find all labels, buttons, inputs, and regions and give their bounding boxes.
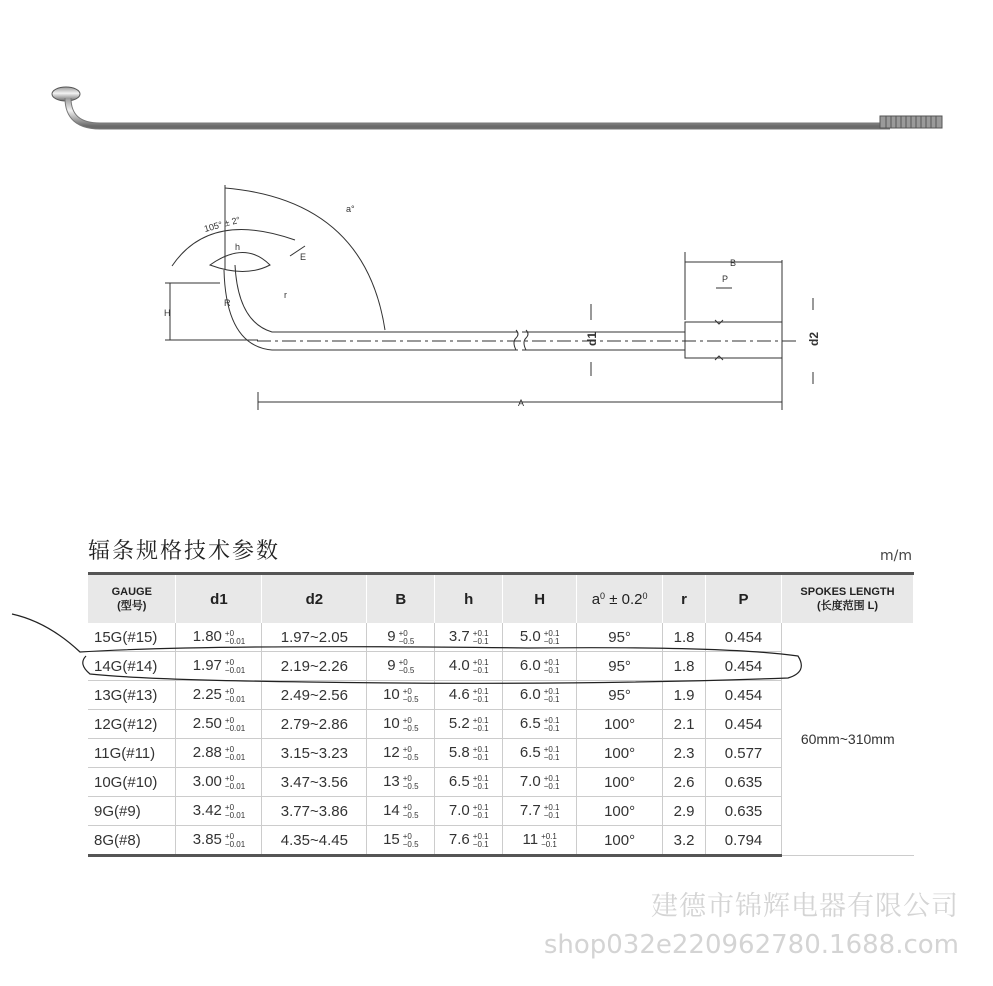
cell-r: 2.1 [663, 710, 706, 739]
cell-gauge: 14G(#14) [88, 652, 176, 681]
cell-big-h: 7.7 +0.1 −0.1 [503, 797, 577, 826]
header-angle: $a^0 \pm 0.2^0$ [577, 574, 663, 624]
cell-angle: 95° [577, 681, 663, 710]
a-angle-label: a° [346, 204, 355, 214]
a-length-label: A [518, 398, 525, 408]
cell-p: 0.635 [706, 797, 782, 826]
cell-r: 1.9 [663, 681, 706, 710]
h-label: h [235, 242, 241, 252]
cell-h: 4.6 +0.1 −0.1 [435, 681, 503, 710]
cell-d2: 3.47~3.56 [262, 768, 367, 797]
cell-b: 9 +0 −0.5 [367, 623, 435, 652]
cell-p: 0.577 [706, 739, 782, 768]
unit-label: m/m [880, 548, 912, 564]
cell-b: 13 +0 −0.5 [367, 768, 435, 797]
cell-big-h: 5.0 +0.1 −0.1 [503, 623, 577, 652]
header-big-h: H [503, 574, 577, 624]
technical-drawing [150, 170, 850, 420]
big-r-label: R [224, 298, 231, 308]
cell-gauge: 12G(#12) [88, 710, 176, 739]
big-h-label: H [164, 308, 171, 318]
header-gauge: GAUGE (型号) [88, 574, 176, 624]
cell-gauge: 11G(#11) [88, 739, 176, 768]
r-label: r [284, 290, 287, 300]
cell-d2: 2.19~2.26 [262, 652, 367, 681]
cell-angle: 100° [577, 768, 663, 797]
header-d2: d2 [262, 574, 367, 624]
cell-gauge: 15G(#15) [88, 623, 176, 652]
cell-b: 10 +0 −0.5 [367, 681, 435, 710]
cell-p: 0.454 [706, 681, 782, 710]
cell-d1: 3.85 +0 −0.01 [176, 826, 262, 856]
watermark-shop-url: shop032e220962780.1688.com [543, 930, 959, 960]
cell-gauge: 10G(#10) [88, 768, 176, 797]
cell-d1: 1.80 +0 −0.01 [176, 623, 262, 652]
d1-label: d1 [585, 331, 599, 346]
cell-h: 5.2 +0.1 −0.1 [435, 710, 503, 739]
cell-h: 3.7 +0.1 −0.1 [435, 623, 503, 652]
cell-d1: 2.50 +0 −0.01 [176, 710, 262, 739]
cell-d1: 3.00 +0 −0.01 [176, 768, 262, 797]
cell-gauge: 13G(#13) [88, 681, 176, 710]
cell-r: 2.6 [663, 768, 706, 797]
cell-r: 2.3 [663, 739, 706, 768]
cell-d2: 3.15~3.23 [262, 739, 367, 768]
cell-p: 0.454 [706, 652, 782, 681]
cell-angle: 100° [577, 797, 663, 826]
cell-d1: 2.88 +0 −0.01 [176, 739, 262, 768]
cell-b: 12 +0 −0.5 [367, 739, 435, 768]
cell-angle: 95° [577, 623, 663, 652]
b-label: B [730, 258, 737, 268]
cell-h: 7.0 +0.1 −0.1 [435, 797, 503, 826]
cell-angle: 100° [577, 710, 663, 739]
cell-big-h: 6.5 +0.1 −0.1 [503, 710, 577, 739]
cell-d2: 2.49~2.56 [262, 681, 367, 710]
spoke-photo [40, 70, 960, 150]
spec-table-title: 辐条规格技术参数 [88, 539, 281, 564]
cell-d2: 1.97~2.05 [262, 623, 367, 652]
header-p: P [706, 574, 782, 624]
highlight-circle [8, 612, 808, 692]
cell-spokes-length: 60mm~310mm [781, 623, 913, 856]
header-b: B [367, 574, 435, 624]
header-d1: d1 [176, 574, 262, 624]
header-r: r [663, 574, 706, 624]
head-angle-label: 105° ± 2° [202, 214, 242, 234]
cell-p: 0.454 [706, 623, 782, 652]
e-label: E [300, 252, 307, 262]
cell-d1: 1.97 +0 −0.01 [176, 652, 262, 681]
watermark-company: 建德市锦辉电器有限公司 [651, 891, 959, 922]
cell-b: 9 +0 −0.5 [367, 652, 435, 681]
cell-angle: 95° [577, 652, 663, 681]
cell-angle: 100° [577, 826, 663, 856]
cell-p: 0.454 [706, 710, 782, 739]
cell-d1: 3.42 +0 −0.01 [176, 797, 262, 826]
cell-big-h: 6.0 +0.1 −0.1 [503, 681, 577, 710]
cell-big-h: 6.5 +0.1 −0.1 [503, 739, 577, 768]
cell-d1: 2.25 +0 −0.01 [176, 681, 262, 710]
d2-label: d2 [807, 331, 821, 346]
cell-h: 6.5 +0.1 −0.1 [435, 768, 503, 797]
p-label: P [722, 274, 729, 284]
cell-b: 15 +0 −0.5 [367, 826, 435, 856]
cell-d2: 4.35~4.45 [262, 826, 367, 856]
cell-d2: 3.77~3.86 [262, 797, 367, 826]
cell-b: 14 +0 −0.5 [367, 797, 435, 826]
cell-r: 1.8 [663, 652, 706, 681]
cell-h: 4.0 +0.1 −0.1 [435, 652, 503, 681]
cell-big-h: 6.0 +0.1 −0.1 [503, 652, 577, 681]
cell-b: 10 +0 −0.5 [367, 710, 435, 739]
cell-r: 2.9 [663, 797, 706, 826]
cell-big-h: 7.0 +0.1 −0.1 [503, 768, 577, 797]
cell-p: 0.635 [706, 768, 782, 797]
cell-gauge: 8G(#8) [88, 826, 176, 856]
cell-d2: 2.79~2.86 [262, 710, 367, 739]
cell-gauge: 9G(#9) [88, 797, 176, 826]
cell-r: 1.8 [663, 623, 706, 652]
cell-h: 5.8 +0.1 −0.1 [435, 739, 503, 768]
cell-r: 3.2 [663, 826, 706, 856]
cell-angle: 100° [577, 739, 663, 768]
cell-p: 0.794 [706, 826, 782, 856]
cell-h: 7.6 +0.1 −0.1 [435, 826, 503, 856]
cell-big-h: 11 +0.1 −0.1 [503, 826, 577, 856]
header-h: h [435, 574, 503, 624]
header-spokes-length: SPOKES LENGTH (长度范围 L) [781, 574, 913, 624]
